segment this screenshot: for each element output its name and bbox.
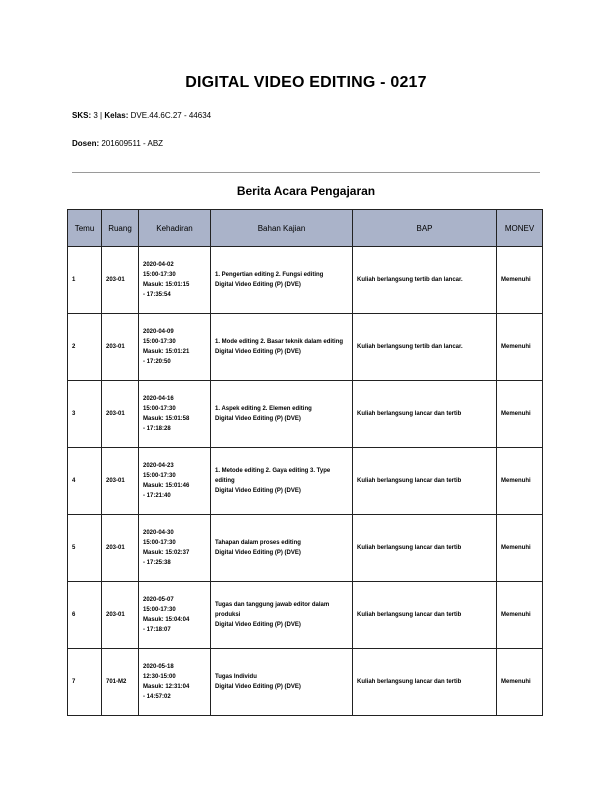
cell-bahan-kajian: 1. Mode editing 2. Basar teknik dalam editing Digital Video Editing (P) (DVE) — [211, 314, 353, 381]
cell-temu: 2 — [68, 314, 102, 381]
cell-bap: Kuliah berlangsung lancar dan tertib — [353, 649, 497, 716]
dosen-label: Dosen: — [72, 139, 100, 148]
cell-bahan-kajian: 1. Aspek editing 2. Elemen editing Digital Video Editing (P) (DVE) — [211, 381, 353, 448]
kelas-label: Kelas: — [104, 111, 129, 120]
table-row — [68, 314, 543, 381]
table-row — [68, 515, 543, 582]
cell-temu: 5 — [68, 515, 102, 582]
cell-kehadiran: 2020-04-30 15:00-17:30 Masuk: 15:02:37 - 17:25:38 — [139, 515, 211, 582]
cell-monev: Memenuhi — [497, 314, 543, 381]
table-row — [68, 649, 543, 716]
cell-bap: Kuliah berlangsung tertib dan lancar. — [353, 314, 497, 381]
cell-monev: Memenuhi — [497, 582, 543, 649]
document-title: DIGITAL VIDEO EDITING - 0217 — [185, 74, 427, 91]
cell-bahan-kajian: Tugas Individu Digital Video Editing (P) (DVE) — [211, 649, 353, 716]
lecturer-info-line — [72, 139, 163, 148]
table-row — [68, 247, 543, 314]
cell-ruang: 203-01 — [102, 515, 139, 582]
table-row — [68, 448, 543, 515]
cell-ruang: 203-01 — [102, 448, 139, 515]
header-monev: MONEV — [497, 210, 543, 247]
cell-bahan-kajian: Tahapan dalam proses editing Digital Video Editing (P) (DVE) — [211, 515, 353, 582]
cell-kehadiran: 2020-04-16 15:00-17:30 Masuk: 15:01:58 - 17:18:28 — [139, 381, 211, 448]
cell-temu: 4 — [68, 448, 102, 515]
cell-kehadiran: 2020-05-18 12:30-15:00 Masuk: 12:31:04 - 14:57:02 — [139, 649, 211, 716]
cell-bahan-kajian: 1. Pengertian editing 2. Fungsi editing Digital Video Editing (P) (DVE) — [211, 247, 353, 314]
cell-monev: Memenuhi — [497, 247, 543, 314]
cell-ruang: 203-01 — [102, 582, 139, 649]
divider — [72, 172, 540, 173]
kelas-value: DVE.44.6C.27 - 44634 — [130, 111, 212, 120]
cell-bap: Kuliah berlangsung lancar dan tertib — [353, 515, 497, 582]
cell-kehadiran: 2020-04-02 15:00-17:30 Masuk: 15:01:15 - 17:35:54 — [139, 247, 211, 314]
cell-monev: Memenuhi — [497, 381, 543, 448]
course-info-line: SKS: 3 | Kelas: DVE.44.6C.27 - 44634 — [72, 111, 212, 120]
cell-ruang: 203-01 — [102, 314, 139, 381]
section-title: Berita Acara Pengajaran — [236, 184, 376, 198]
teaching-report-table — [67, 209, 543, 716]
cell-monev: Memenuhi — [497, 515, 543, 582]
cell-bap: Kuliah berlangsung tertib dan lancar. — [353, 247, 497, 314]
cell-kehadiran: 2020-04-23 15:00-17:30 Masuk: 15:01:46 - 17:21:40 — [139, 448, 211, 515]
cell-monev: Memenuhi — [497, 649, 543, 716]
table-header-row — [68, 210, 543, 247]
table-row — [68, 582, 543, 649]
sks-value: 3 — [93, 111, 98, 120]
cell-temu: 1 — [68, 247, 102, 314]
cell-bahan-kajian: 1. Metode editing 2. Gaya editing 3. Type editing Digital Video Editing (P) (DVE) — [211, 448, 353, 515]
cell-temu: 6 — [68, 582, 102, 649]
header-ruang: Ruang — [102, 210, 139, 247]
dosen-value: 201609511 - ABZ — [101, 139, 164, 148]
cell-bahan-kajian: Tugas dan tanggung jawab editor dalam produksi Digital Video Editing (P) (DVE) — [211, 582, 353, 649]
cell-bap: Kuliah berlangsung lancar dan tertib — [353, 448, 497, 515]
cell-kehadiran: 2020-04-09 15:00-17:30 Masuk: 15:01:21 - 17:20:50 — [139, 314, 211, 381]
cell-temu: 7 — [68, 649, 102, 716]
cell-temu: 3 — [68, 381, 102, 448]
cell-ruang: 701-M2 — [102, 649, 139, 716]
cell-ruang: 203-01 — [102, 247, 139, 314]
header-temu: Temu — [68, 210, 102, 247]
cell-ruang: 203-01 — [102, 381, 139, 448]
cell-kehadiran: 2020-05-07 15:00-17:30 Masuk: 15:04:04 - 17:18:07 — [139, 582, 211, 649]
cell-bap: Kuliah berlangsung lancar dan tertib — [353, 381, 497, 448]
table-row — [68, 381, 543, 448]
header-bahan-kajian: Bahan Kajian — [211, 210, 353, 247]
cell-monev: Memenuhi — [497, 448, 543, 515]
header-bap: BAP — [353, 210, 497, 247]
sks-label: SKS: — [72, 111, 92, 120]
header-kehadiran: Kehadiran — [139, 210, 211, 247]
cell-bap: Kuliah berlangsung lancar dan tertib — [353, 582, 497, 649]
